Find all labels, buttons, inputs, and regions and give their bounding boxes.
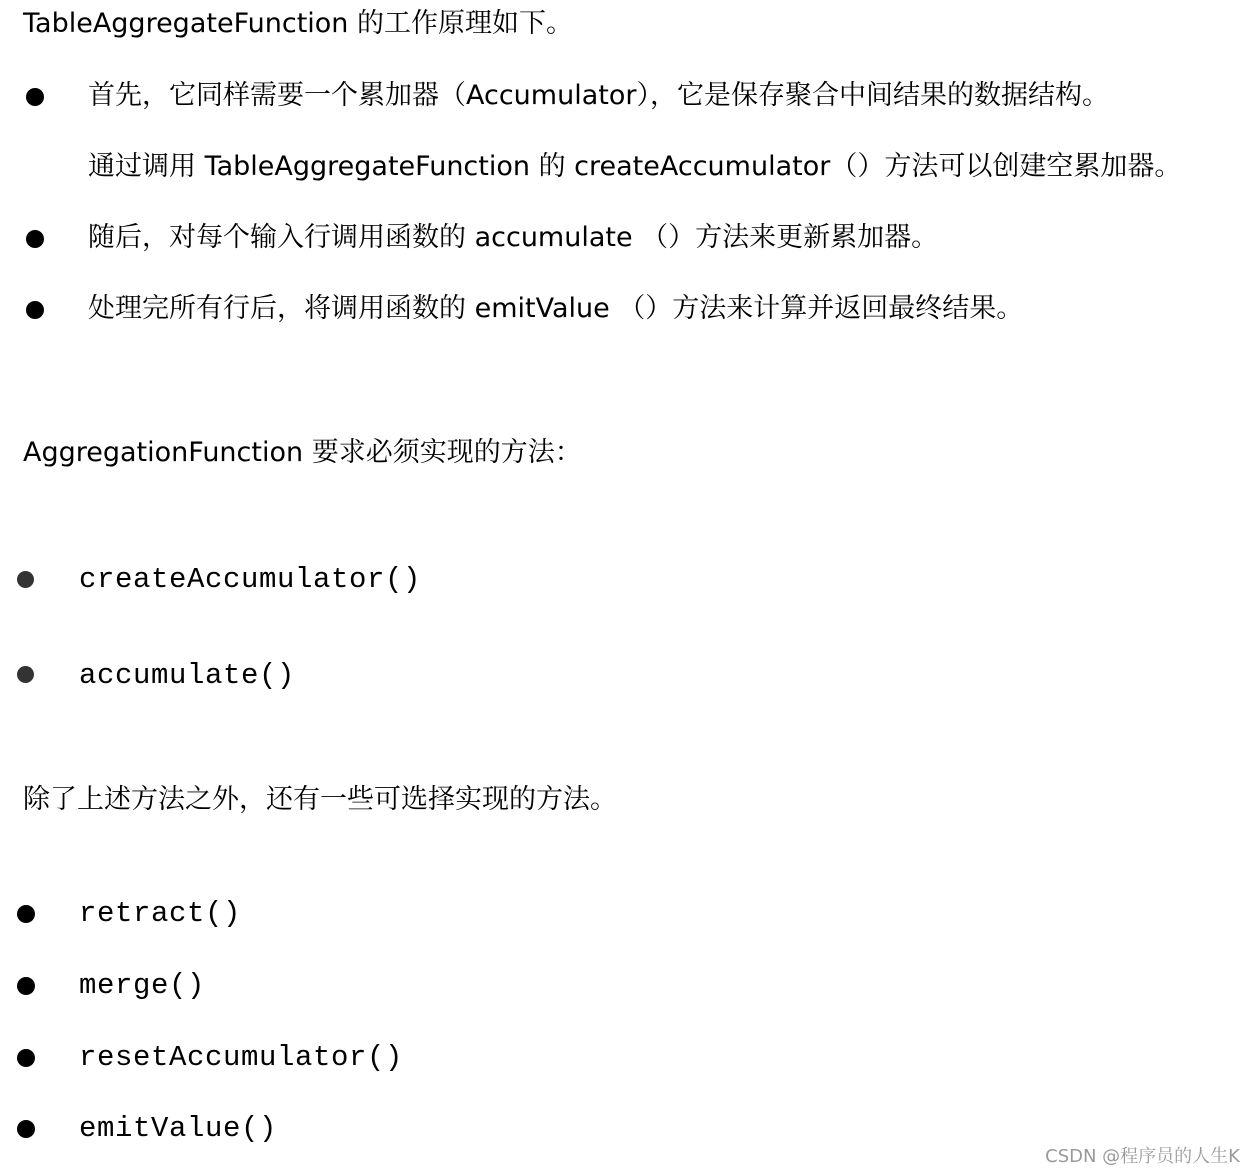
required-heading: AggregationFunction 要求必须实现的方法： <box>23 437 582 468</box>
method-name: resetAccumulator() <box>79 1041 404 1074</box>
bullet-icon <box>17 666 34 683</box>
bullet-icon <box>17 977 35 995</box>
bullet-icon <box>17 1120 35 1138</box>
optional-heading: 除了上述方法之外，还有一些可选择实现的方法。 <box>23 784 617 815</box>
method-name: merge() <box>79 969 206 1002</box>
method-name: emitValue() <box>79 1112 278 1145</box>
csdn-watermark: CSDN @程序员的人生K <box>1045 1146 1240 1167</box>
method-name: createAccumulator() <box>79 563 422 596</box>
bullet-icon <box>26 301 44 319</box>
bullet-icon <box>17 571 34 588</box>
step-text-continued: 通过调用 TableAggregateFunction 的 createAccumulator（）方法可以创建空累加器。 <box>88 151 1182 182</box>
intro-text: TableAggregateFunction 的工作原理如下。 <box>23 8 573 39</box>
bullet-icon <box>17 905 35 923</box>
step-text: 首先，它同样需要一个累加器（Accumulator），它是保存聚合中间结果的数据结构。 <box>88 80 1109 111</box>
method-name: retract() <box>79 897 242 930</box>
method-name: accumulate() <box>79 659 296 692</box>
step-text: 随后，对每个输入行调用函数的 accumulate （）方法来更新累加器。 <box>88 222 939 253</box>
bullet-icon <box>17 1049 35 1067</box>
bullet-icon <box>26 88 44 106</box>
bullet-icon <box>26 230 44 248</box>
step-text: 处理完所有行后，将调用函数的 emitValue （）方法来计算并返回最终结果。 <box>88 293 1024 324</box>
